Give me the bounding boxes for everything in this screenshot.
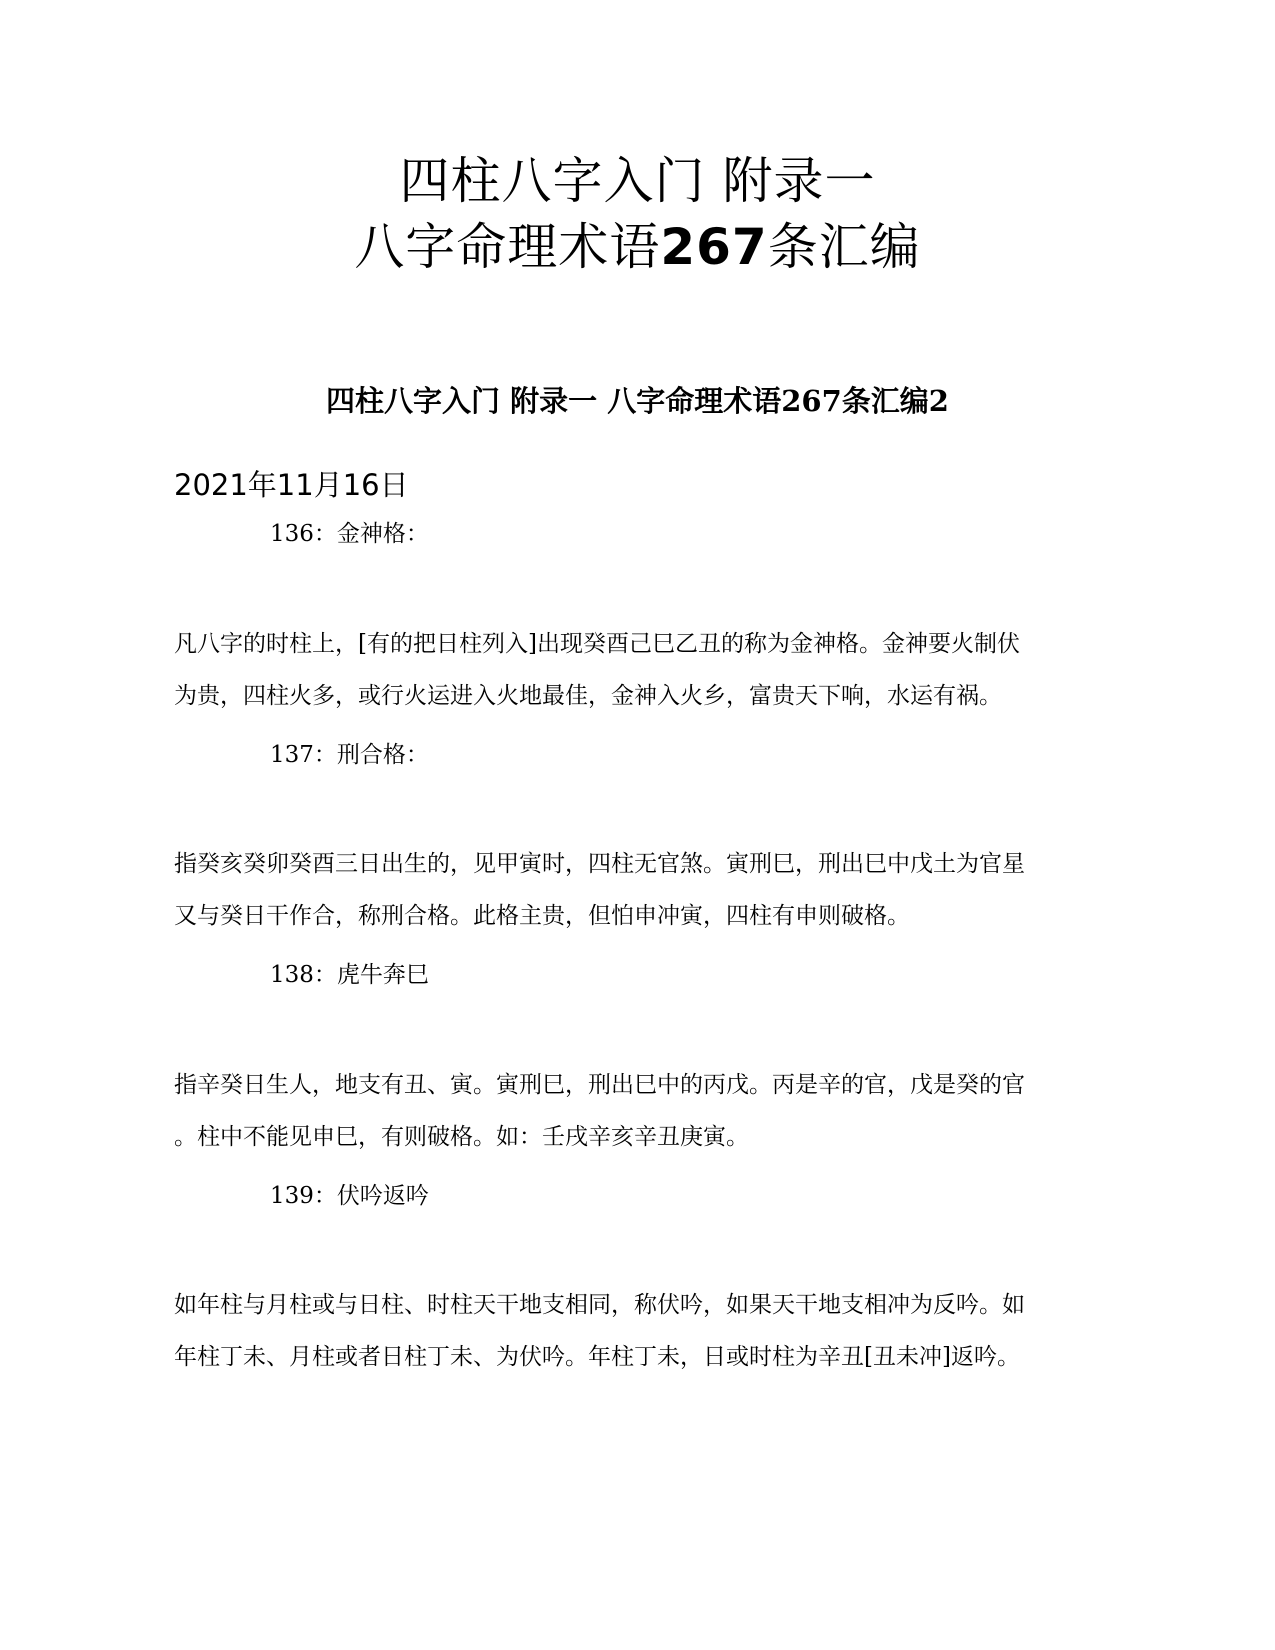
paragraph-line: 年柱丁未、月柱或者日柱丁未、为伏吟。年柱丁未，日或时柱为辛丑[丑未冲]返吟。 xyxy=(174,1344,1020,1370)
paragraph-line: 指辛癸日生人，地支有丑、寅。寅刑巳，刑出巳中的丙戊。丙是辛的官，戊是癸的官 xyxy=(174,1072,1025,1098)
entry-paragraph xyxy=(174,838,1104,942)
document-title-line1: 四柱八字入门 附录一 xyxy=(399,152,876,210)
document-date: 2021年11月16日 xyxy=(174,468,409,502)
title-line2-suffix: 条汇编 xyxy=(767,218,921,276)
entry-heading: 139：伏吟返吟 xyxy=(270,1183,429,1209)
paragraph-line: 凡八字的时柱上，[有的把日柱列入]出现癸酉己巳乙丑的称为金神格。金神要火制伏 xyxy=(174,631,1020,657)
document-subtitle: 四柱八字入门 附录一 八字命理术语267条汇编2 xyxy=(326,384,949,418)
document-title-line2 xyxy=(0,218,1275,276)
paragraph-line: 又与癸日干作合，称刑合格。此格主贵，但怕申冲寅，四柱有申则破格。 xyxy=(174,903,910,929)
paragraph-line: 指癸亥癸卯癸酉三日出生的，见甲寅时，四柱无官煞。寅刑巳，刑出巳中戊土为官星 xyxy=(174,851,1025,877)
entry-paragraph xyxy=(174,1279,1104,1383)
paragraph-line: 。柱中不能见申巳，有则破格。如：壬戌辛亥辛丑庚寅。 xyxy=(174,1124,749,1150)
paragraph-line: 为贵，四柱火多，或行火运进入火地最佳，金神入火乡，富贵天下响，水运有祸。 xyxy=(174,683,1002,709)
paragraph-line: 如年柱与月柱或与日柱、时柱天干地支相同，称伏吟，如果天干地支相冲为反吟。如 xyxy=(174,1292,1025,1318)
entry-heading: 137：刑合格： xyxy=(270,742,429,768)
entry-paragraph xyxy=(174,1059,1104,1163)
title-line2-prefix: 八字命理术语 xyxy=(354,218,661,276)
entry-heading: 138：虎牛奔巳 xyxy=(270,962,429,988)
entry-heading: 136：金神格： xyxy=(270,521,429,547)
entry-paragraph xyxy=(174,618,1104,722)
title-line2-number: 267 xyxy=(660,218,768,276)
